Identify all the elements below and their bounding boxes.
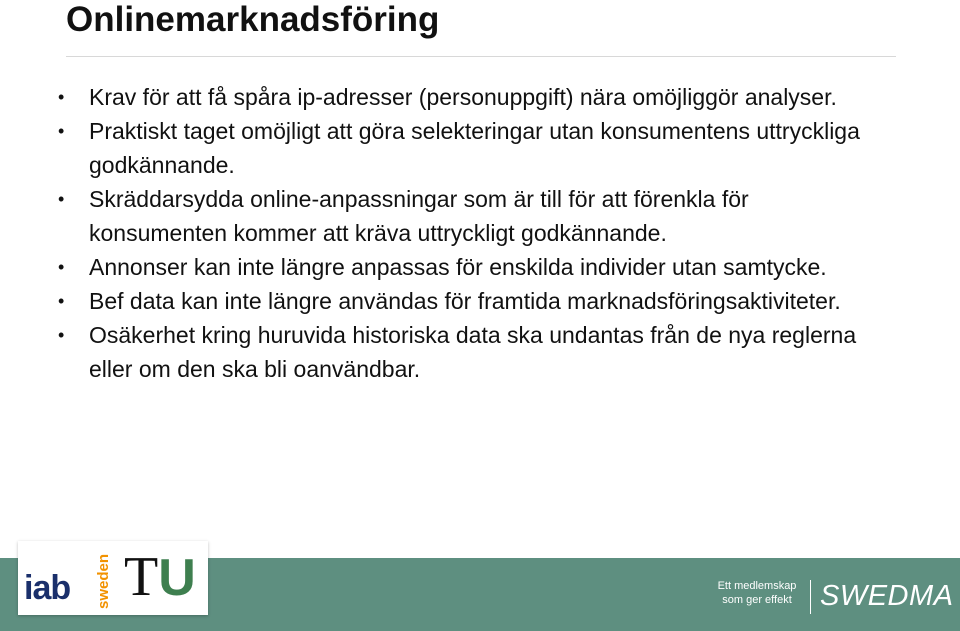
bullet-text: Bef data kan inte längre användas för framtida marknadsföringsaktiviteter.: [89, 288, 841, 314]
tu-logo-u: U: [158, 549, 196, 607]
tu-logo-t: T: [124, 546, 159, 608]
swedma-tagline: [712, 579, 802, 607]
iab-sweden-label: sweden: [95, 553, 112, 609]
bullet-item: [58, 318, 888, 386]
swedma-tagline-line1: Ett medlemskap: [717, 580, 797, 592]
iab-logo: iab: [24, 569, 71, 607]
bullet-text: Annonser kan inte längre anpassas för enskilda individer utan samtycke.: [89, 254, 827, 280]
bullet-item: [58, 114, 888, 182]
swedma-tagline-line2: som ger effekt: [722, 594, 792, 606]
bullet-icon: •: [58, 121, 65, 141]
bullet-item: [58, 250, 888, 284]
bullet-text: Skräddarsydda online-anpassningar som är till för att förenkla för konsumenten kommer att kräva uttryckligt godkännande.: [89, 186, 749, 246]
slide-title: Onlinemarknadsföring: [66, 0, 440, 39]
bullet-icon: •: [58, 325, 65, 345]
bullet-text: Osäkerhet kring huruvida historiska data ska undantas från de nya reglerna eller om den ska bli oanvändbar.: [89, 322, 857, 382]
bullet-item: [58, 182, 888, 250]
bullet-icon: •: [58, 189, 65, 209]
swedma-divider: [810, 580, 811, 614]
bullet-list: [58, 80, 888, 386]
bullet-icon: •: [58, 87, 65, 107]
bullet-item: [58, 284, 888, 318]
bullet-icon: •: [58, 257, 65, 277]
tu-logo: [124, 545, 196, 608]
title-divider: [66, 56, 896, 57]
bullet-text: Krav för att få spåra ip-adresser (personuppgift) nära omöjliggör analyser.: [89, 84, 837, 110]
bullet-icon: •: [58, 291, 65, 311]
partner-logos: [18, 541, 208, 615]
swedma-logo: SWEDMA: [820, 580, 954, 612]
bullet-item: [58, 80, 888, 114]
bullet-text: Praktiskt taget omöjligt att göra selekteringar utan konsumentens uttryckliga godkännande.: [89, 118, 860, 178]
